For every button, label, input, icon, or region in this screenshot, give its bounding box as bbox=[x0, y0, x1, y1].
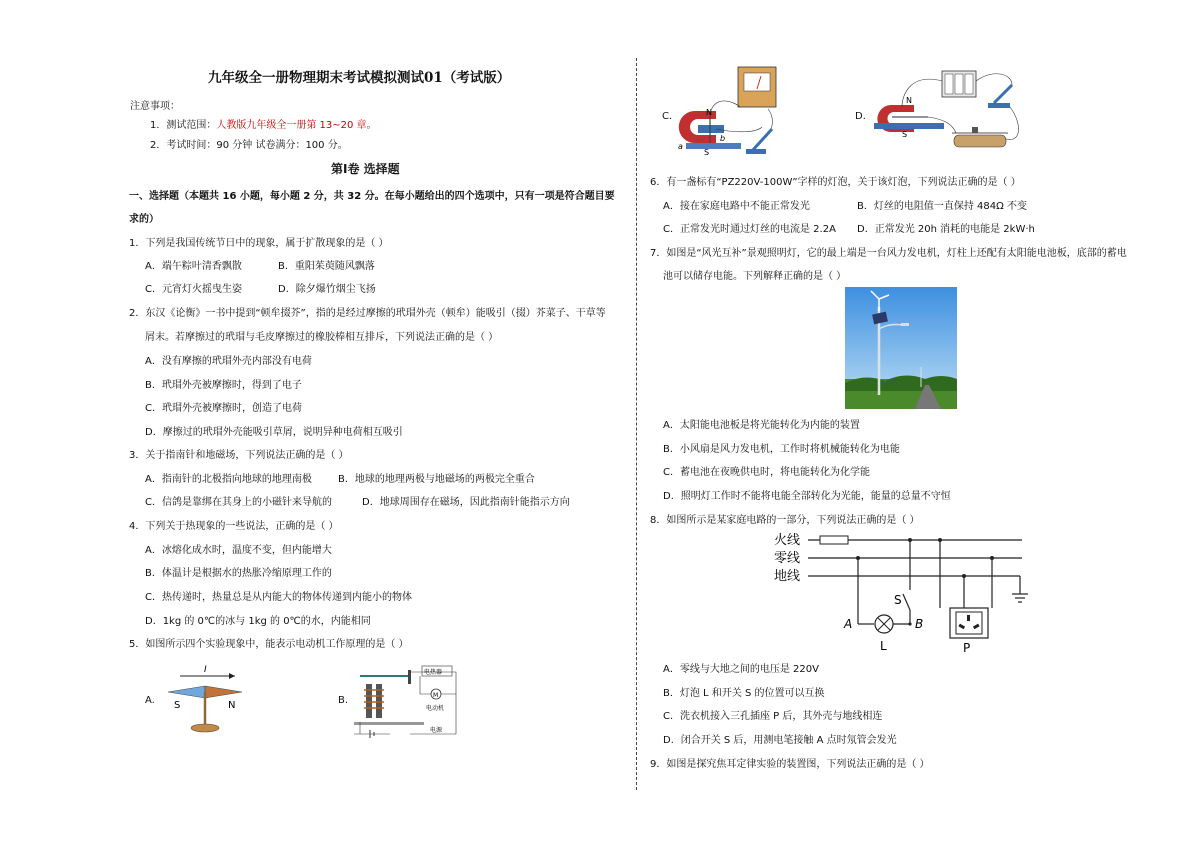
q2-option-c: C．玳瑁外壳被摩擦时，创造了电荷 bbox=[145, 403, 302, 414]
ground-line-label: 地线 bbox=[774, 569, 801, 584]
switch-s-label: S bbox=[894, 593, 902, 607]
column-divider bbox=[636, 58, 638, 790]
motor-symbol: M bbox=[433, 692, 439, 699]
q8-option-c: C．洗衣机接入三孔插座 P 后，其外壳与地线相连 bbox=[663, 711, 883, 722]
q6-option-b: B．灯丝的电阻值一直保持 484Ω 不变 bbox=[857, 201, 1027, 212]
section-title: 第Ⅰ卷 选择题 bbox=[331, 162, 400, 176]
q5-option-d-label: D． bbox=[855, 111, 873, 122]
q4-option-a: A．冰熔化成水时，温度不变，但内能增大 bbox=[145, 545, 332, 556]
q4-option-c: C．热传递时，热量总是从内能大的物体传递到内能小的物体 bbox=[145, 592, 412, 603]
point-a-label: A bbox=[844, 617, 853, 631]
notice-time: 2．考试时间：90 分钟 试卷满分：100 分。 bbox=[150, 140, 348, 151]
q7-option-b: B．小风扇是风力发电机，工作时将机械能转化为电能 bbox=[663, 444, 900, 455]
notice-scope-prefix: 1．测试范围： bbox=[150, 120, 217, 131]
q2-option-d: D．摩擦过的玳瑁外壳能吸引草屑，说明异种电荷相互吸引 bbox=[145, 427, 403, 438]
household-circuit-diagram bbox=[770, 528, 1035, 654]
q7-option-d: D．照明灯工作时不能将电能全部转化为光能，能量的总量不守恒 bbox=[663, 491, 951, 502]
q6-stem: 6．有一盏标有“PZ220V-100W”字样的灯泡，关于该灯泡，下列说法正确的是（ ） bbox=[650, 177, 1021, 188]
q2-option-a: A．没有摩擦的玳瑁外壳内部没有电荷 bbox=[145, 356, 312, 367]
q7-stem-line2: 池可以储存电能。下列解释正确的是（ ） bbox=[663, 271, 847, 282]
q4-option-b: B．体温计是根据水的热胀冷缩原理工作的 bbox=[145, 568, 332, 579]
q5-stem: 5．如图所示四个实验现象中，能表示电动机工作原理的是（ ） bbox=[129, 639, 409, 650]
q4-stem: 4．下列关于热现象的一些说法，正确的是（ ） bbox=[129, 521, 339, 532]
galvanometer-figure bbox=[676, 63, 806, 163]
source-label: 电源 bbox=[430, 727, 443, 734]
page-title: 九年级全一册物理期末考试模拟测试01（考试版） bbox=[208, 70, 511, 86]
q1-option-d: D．除夕爆竹烟尘飞扬 bbox=[278, 284, 376, 295]
lamp-l-label: L bbox=[880, 639, 887, 653]
socket-p-label: P bbox=[963, 641, 971, 654]
q1-option-c: C．元宵灯火摇曳生姿 bbox=[145, 284, 242, 295]
q5-option-b-label: B. bbox=[338, 695, 349, 706]
q7-option-a: A．太阳能电池板是将光能转化为内能的装置 bbox=[663, 420, 860, 431]
q8-option-d: D．闭合开关 S 后，用测电笔接触 A 点时氖管会发光 bbox=[663, 735, 897, 746]
fig-d-s-label: S bbox=[902, 130, 908, 139]
q3-option-c: C．信鸽是靠绑在其身上的小磁针来导航的 bbox=[145, 497, 332, 508]
q7-stem-line1: 7．如图是“风光互补”景观照明灯，它的最上端是一台风力发电机，灯柱上还配有太阳能电池板，底部的蓄电 bbox=[650, 248, 1127, 259]
q6-option-a: A．接在家庭电路中不能正常发光 bbox=[663, 201, 810, 212]
notice-label: 注意事项： bbox=[130, 101, 180, 112]
compass-figure bbox=[160, 660, 255, 740]
street-light-photo bbox=[845, 287, 957, 409]
q4-option-d: D．1kg 的 0℃的冰与 1kg 的 0℃的水，内能相同 bbox=[145, 616, 371, 627]
q3-stem: 3．关于指南针和地磁场，下列说法正确的是（ ） bbox=[129, 450, 349, 461]
notice-scope bbox=[150, 116, 377, 131]
q2-stem-line2: 屑末。若摩擦过的玳瑁与毛皮摩擦过的橡胶棒相互排斥，下列说法正确的是（ ） bbox=[145, 332, 499, 343]
q2-stem-line1: 2．东汉《论衡》一书中提到“顿牟掇芥”，指的是经过摩擦的玳瑁外壳（顿牟）能吸引（掇）芥菜子、干草等 bbox=[129, 308, 606, 319]
needle-s-label: S bbox=[174, 700, 181, 711]
q6-option-c: C．正常发光时通过灯丝的电流是 2.2A bbox=[663, 224, 836, 235]
q5-option-c-label: C． bbox=[662, 111, 679, 122]
q6-option-d: D．正常发光 20h 消耗的电能是 2kW·h bbox=[857, 224, 1035, 235]
current-label: I bbox=[204, 665, 207, 675]
q8-option-a: A．零线与大地之间的电压是 220V bbox=[663, 664, 819, 675]
q1-option-a: A．端午粽叶清香飘散 bbox=[145, 261, 242, 272]
point-b-label: B bbox=[915, 617, 924, 631]
q1-option-b: B．重阳茱萸随风飘落 bbox=[278, 261, 375, 272]
fig-c-s-label: S bbox=[704, 148, 710, 157]
fig-c-a-label: a bbox=[678, 142, 683, 151]
q5-option-a-label: A. bbox=[145, 695, 155, 706]
motor-label: 电动机 bbox=[426, 705, 445, 712]
needle-n-label: N bbox=[228, 700, 236, 711]
notice-scope-value: 人教版九年级全一册第 13~20 章。 bbox=[216, 120, 377, 131]
fig-c-b-label: b bbox=[720, 134, 726, 143]
relay-figure bbox=[350, 662, 465, 742]
q8-option-b: B．灯泡 L 和开关 S 的位置可以互换 bbox=[663, 688, 825, 699]
q3-option-d: D．地球周围存在磁场，因此指南针能指示方向 bbox=[362, 497, 570, 508]
q8-stem: 8．如图所示是某家庭电路的一部分，下列说法正确的是（ ） bbox=[650, 515, 920, 526]
neutral-line-label: 零线 bbox=[774, 551, 801, 566]
fig-d-n-label: N bbox=[906, 96, 912, 105]
instructions-line2: 求的） bbox=[129, 214, 159, 225]
q3-option-b: B．地球的地理两极与地磁场的两极完全重合 bbox=[338, 474, 535, 485]
instructions-line1: 一、选择题（本题共 16 小题，每小题 2 分，共 32 分。在每小题给出的四个选项中，只有一项是符合题目要 bbox=[129, 191, 615, 202]
q7-option-c: C．蓄电池在夜晚供电时，将电能转化为化学能 bbox=[663, 467, 870, 478]
motor-circuit-figure bbox=[872, 63, 1032, 163]
q9-stem: 9．如图是探究焦耳定律实验的装置图，下列说法正确的是（ ） bbox=[650, 759, 930, 770]
q1-stem: 1．下列是我国传统节日中的现象，属于扩散现象的是（ ） bbox=[129, 238, 389, 249]
q2-option-b: B．玳瑁外壳被摩擦时，得到了电子 bbox=[145, 380, 302, 391]
fire-line-label: 火线 bbox=[774, 533, 801, 548]
q3-option-a: A．指南针的北极指向地球的地理南极 bbox=[145, 474, 312, 485]
heater-label: 电热器 bbox=[424, 669, 443, 676]
fig-c-n-label: N bbox=[706, 108, 712, 117]
